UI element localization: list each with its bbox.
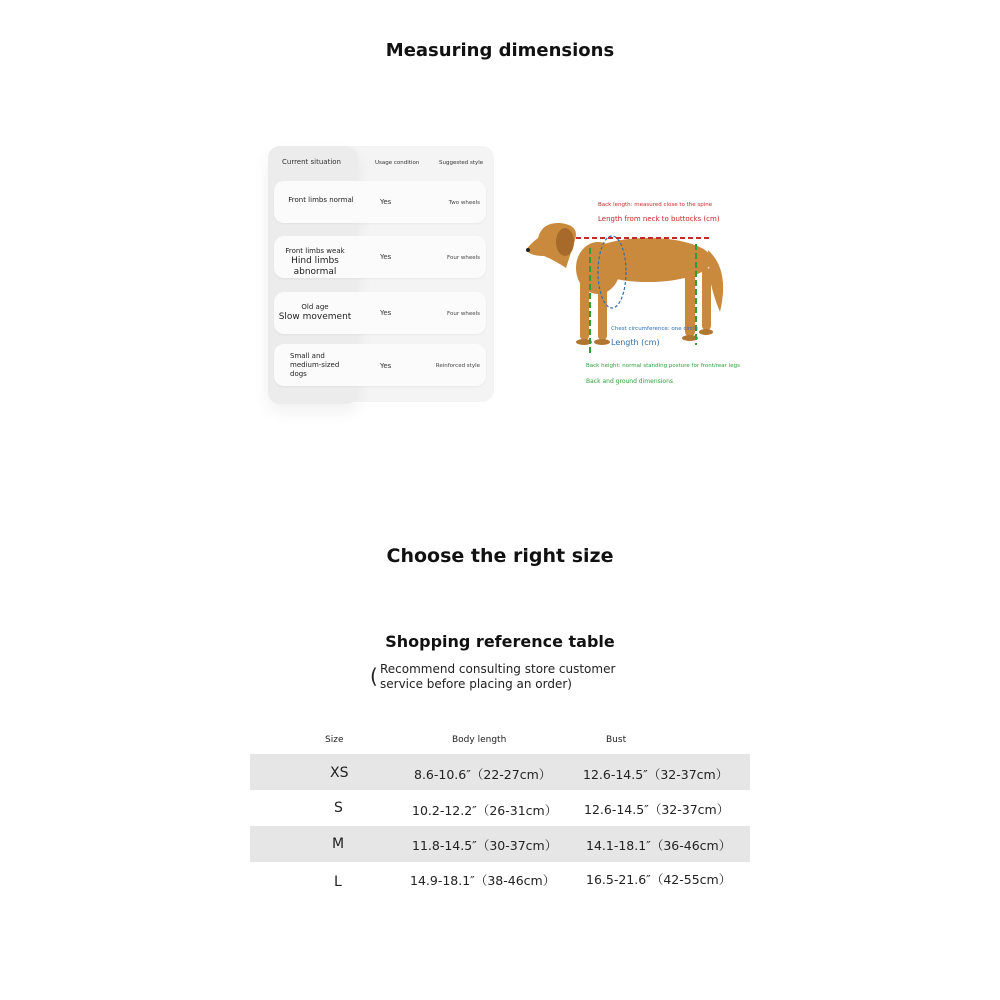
row-body-length: 10.2-12.2″（26-31cm） xyxy=(412,803,558,818)
back-length-label: Length from neck to buttocks (cm) xyxy=(598,215,720,223)
note-line-2: service before placing an order) xyxy=(380,677,572,691)
row-condition: Yes xyxy=(380,362,392,370)
usage-row xyxy=(274,344,486,386)
row-size: S xyxy=(334,800,343,816)
row-size: M xyxy=(332,836,345,852)
row-situation-small: Old age xyxy=(301,303,329,311)
size-table-title: Shopping reference table xyxy=(385,632,615,651)
header-suggested-style: Suggested style xyxy=(439,160,484,166)
row-style: Four wheels xyxy=(447,311,480,317)
height-label: Back and ground dimensions xyxy=(586,378,674,385)
row-bust: 12.6-14.5″（32-37cm） xyxy=(583,767,729,782)
row-condition: Yes xyxy=(380,253,392,261)
row-body-length: 14.9-18.1″（38-46cm） xyxy=(410,873,556,888)
row-bust: 12.6-14.5″（32-37cm） xyxy=(584,802,730,817)
header-usage-condition: Usage condition xyxy=(375,160,420,166)
header-body-length: Body length xyxy=(452,735,507,745)
row-style: Two wheels xyxy=(448,200,480,206)
row-body-length: 11.8-14.5″（30-37cm） xyxy=(412,838,558,853)
row-size: L xyxy=(334,874,342,890)
measuring-dimensions-title: Measuring dimensions xyxy=(385,40,615,61)
row-situation-group xyxy=(274,303,356,323)
row-bust: 16.5-21.6″（42-55cm） xyxy=(586,872,732,887)
row-body-length: 8.6-10.6″（22-27cm） xyxy=(414,767,552,782)
chest-label: Length (cm) xyxy=(611,338,660,347)
choose-size-title: Choose the right size xyxy=(386,545,614,567)
header-current-situation: Current situation xyxy=(282,158,341,166)
row-condition: Yes xyxy=(380,309,392,317)
row-situation: Hind limbs abnormal xyxy=(291,255,339,277)
chest-note: Chest circumference: one circle xyxy=(611,326,698,332)
row-size: XS xyxy=(330,765,349,781)
row-condition: Yes xyxy=(380,198,392,206)
height-note: Back height: normal standing posture for front/rear legs xyxy=(586,363,740,369)
row-situation: Front limbs normal xyxy=(288,196,354,204)
row-situation-group xyxy=(274,247,356,278)
back-length-note: Back length: measured close to the spine xyxy=(598,202,713,208)
row-style: Four wheels xyxy=(447,255,480,261)
row-bust: 14.1-18.1″（36-46cm） xyxy=(586,838,732,853)
row-style: Reinforced style xyxy=(435,363,480,369)
row-situation-small: Front limbs weak xyxy=(285,247,345,255)
header-bust: Bust xyxy=(606,735,627,745)
row-situation: Small and medium-sized dogs xyxy=(290,352,340,378)
note-paren: ( xyxy=(370,664,378,688)
header-size: Size xyxy=(325,735,344,745)
usage-row xyxy=(274,236,486,278)
row-situation: Slow movement xyxy=(278,311,352,322)
note-line-1: Recommend consulting store customer xyxy=(380,662,616,676)
usage-row xyxy=(274,292,486,334)
size-table-note xyxy=(380,662,615,692)
usage-row xyxy=(274,181,486,223)
